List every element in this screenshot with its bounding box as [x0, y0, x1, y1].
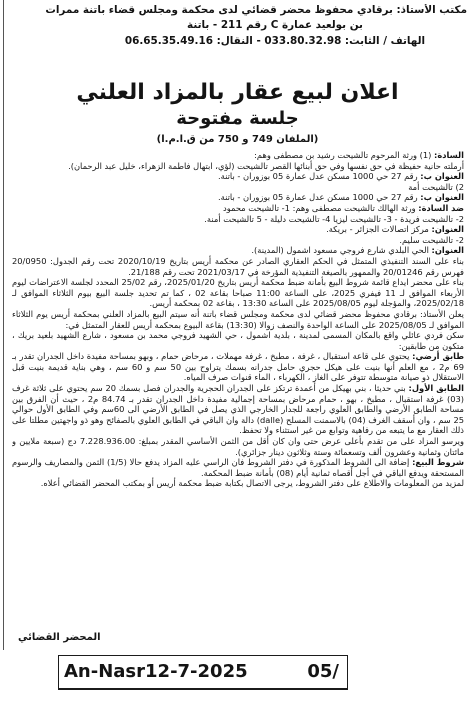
session-subtitle: جلسة مفتوحة: [176, 108, 299, 129]
ground-floor-label: طابق أرضي:: [412, 351, 464, 362]
address-2-paragraph: [12, 192, 464, 203]
conditions-text: إضافة الى الشروط المذكورة في دفتر الشروط فان الراسي عليه المزاد يدفع حالا (1/5) الثمن والمصاريف والرسوم المستحقة ويدفع الباقي في أجل أقصاه ثمانية أيام (08) بأمانة ضبط المحكمة.: [12, 457, 464, 478]
against-label: ضد السادة:: [418, 202, 464, 213]
parties-label: السادة:: [434, 150, 464, 160]
party-2-paragraph: 2) تالشيحت أمة: [408, 181, 464, 192]
against-paragraph: [12, 203, 464, 214]
address-1-paragraph: [12, 171, 464, 182]
address-3-text: مركز اتصالات الجزائر - بريكة.: [326, 224, 432, 235]
address-1-text: رقم 27 حي 1000 مسكن عدل عمارة 05 بوزوران - باتنة.: [218, 171, 421, 182]
announcement-paragraph: يعلن الأستاذ: برقادي محفوظ محضر قضائي لدى محكمة ومجلس قضاء باتنة أنه سيتم البيع بالمزاد العلني بمحكمة أريس يوم الثلاثاء الموافق لـ 2025/08/05 على الساعة الواحدة والنصف زوالا (13:30) بقاعة البيوع بمحكمة أريس للعقار المتمثل في:: [12, 308, 464, 330]
address-3-paragraph: [12, 224, 464, 235]
office-address-line: بن بولعيد عمارة C رقم 211 - باتنة: [187, 19, 363, 31]
property-paragraph: سكن فردي عائلي واقع بالمكان المسمى لمدينة ، بلدية اشمول ، حي الشهيد فروجي محمد بن مسعود ، شارع الشهيد بلعيد بريك ، متكون من طابقين:: [12, 330, 464, 351]
office-phone-line: الهاتف / الثابت: 033.80.32.98 - النقال: 06.65.35.49.16: [124, 35, 426, 47]
address-4-paragraph: [12, 245, 464, 256]
notice-body: [12, 150, 464, 626]
against-text: ورثة الهالك تالشيحت مصطفى وهم: 1- تالشيحت محمود: [223, 202, 419, 213]
notice-title: اعلان لبيع عقار بالمزاد العلني: [76, 80, 399, 105]
address-2-label: العنوان ب:: [420, 192, 464, 203]
address-4-label: العنوان:: [431, 245, 464, 256]
ground-floor-paragraph: [12, 351, 464, 383]
parties-paragraph: [12, 150, 464, 161]
bailiff-office-line: مكتب الأستاذ: برقادي محفوظ محضر قضائي لدى محكمة ومجلس قضاء باتنة ممرات: [45, 4, 467, 16]
ground-floor-text: يحتوي على قاعة استقبال ، غرفة ، مطبخ ، غرفة مهملات ، مرحاض حمام ، وبهو بمساحة مفيدة داخل الجدران تقدر بـ 69 م2 ، مع العلم أنها بنيت على هيكل حجري حامل جدرانه بسمك يتراوح بين 50 سم و 60 سم ، وهي بناية قديمة بنيت قبل الاستقلال ذو صيانة متوسطة تتوفر على الغاز ، الكهرباء ، الماء قنوات صرف المياه.: [12, 351, 464, 383]
info-paragraph: لمزيد من المعلومات والاطلاع على دفتر الشروط، يرجى الاتصال بكتابة ضبط محكمة أريس أو بمكتب المحضر القضائي أعلاه.: [40, 478, 464, 489]
price-paragraph: ويرسو المزاد على من تقدم بأعلى عرض حتى وان كان أقل من الثمن الأساسي المقدر بمبلغ: 7.228.936.00 دج (سبعة ملايين و مائتان وثمانية وعشرون ألف وتسعمائة وستة وثلاثون دينار جزائري).: [12, 436, 464, 457]
address-3-label: العنوان:: [431, 224, 464, 235]
defendant-2-paragraph: 2- تالشيحت سليم.: [399, 234, 464, 245]
page-number: 05/: [307, 661, 339, 682]
case-files-reference: (الملفان 749 و 750 من ق.ا.م.ا): [156, 134, 319, 145]
heirs-paragraph: أرملته حانية حفيظة في حق نفسها وفي حق أبنائها القصر تالشيحت (لؤي، ابتهال فاطمة الزهراء، خليل عبد الرحمان).: [68, 160, 464, 171]
first-floor-paragraph: [12, 383, 464, 436]
first-floor-label: الطابق الأول:: [408, 383, 464, 394]
address-1-label: العنوان ب:: [420, 171, 464, 182]
address-2-text: رقم 27 حي 1000 مسكن عدل عمارة 05 بوزوران - باتنة.: [218, 192, 421, 203]
against-list-paragraph: 2- تالشيحت فريدة - 3- تالشيحت ليزيا 4- تالشيحت دليلة - 5 تالشيحت أمنة.: [204, 213, 464, 224]
address-4-text: الحي البلدي شارع فروجي مسعود اشمول (المدينة).: [251, 245, 432, 256]
parties-text: (1) ورثة المرحوم تالشيحت رشيد بن مصطفى وهم:: [254, 150, 434, 160]
conditions-paragraph: [12, 457, 464, 478]
deposit-paragraph: بناء على محضر ايداع قائمة شروط البيع بأمانة ضبط محكمة أريس بتاريخ 2025/01/20، رقم 25/02 المحدد لجلسة الاعتراضات ليوم الأربعاء الموافق لـ 11 فيفري 2025، على الساعة 11:00 صباحا بقاعة 02 ، كما تم تحديد جلسة البيع بيوم الثلاثاء الموافق لـ 2025/02/18، والمؤجلة ليوم 2025/08/05 على الساعة 13:30 ، بقاعة 02 بمحكمة أريس.: [12, 277, 464, 309]
first-floor-text: بني حديثا ، بني بهيكل من أعمدة ترتكز على الجدران الحجرية والجدران فصل بسمك 20 سم يحتوي على ثلاثة غرف (03) غرفة استقبال ، مطبخ ، بهو ، حمام مرحاض بمساحة إجمالية مفيدة داخل الجدران تقدر بـ 84.74 م2 ، حيث أن الفرق بين مساحة الطابق الأرضي والطابق العلوي راجعة للجدار الخارجي الذي يصل في الطابق الأرضي الى 60سم وفي الطابق الأول حوالي 25 سم ، وان أسقف الغرف (04) بالاسمنت المسلح (dalle) دالة وان الباقي في الطابق العلوي بالصفائح وهو ذو واجهتين مطلتا على ذلك العقار مع ما يتبعه من رفاهية وتوابع من غير استثناء ولا تحفظ.: [12, 383, 464, 436]
writ-paragraph: بناء على السند التنفيذي المتمثل في الحكم العقاري الصادر عن محكمة أريس بتاريخ 2020/10/19 تحت رقم الجدول: 20/0950 فهرس رقم 20/01246 والممهور بالصيغة التنفيذية المؤرخة في 2021/03/17 تحت رقم 21/188.: [12, 255, 464, 277]
bailiff-signature: المحضر القضائي: [18, 632, 101, 643]
newspaper-date-label: An-Nasr12-7-2025: [64, 661, 248, 682]
conditions-label: شروط البيع:: [412, 457, 464, 468]
newspaper-footer-box: [58, 655, 348, 690]
